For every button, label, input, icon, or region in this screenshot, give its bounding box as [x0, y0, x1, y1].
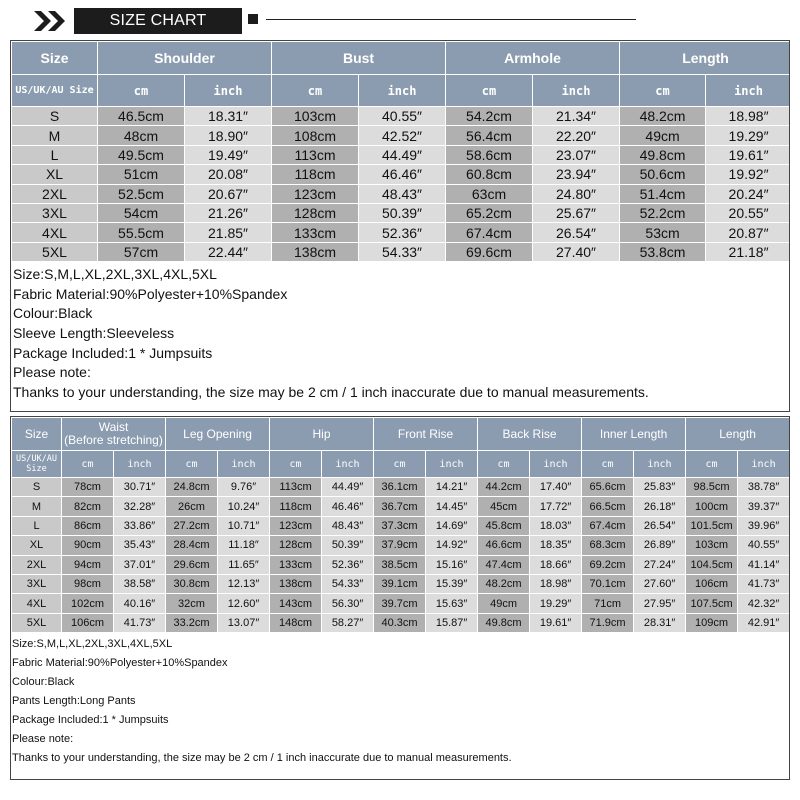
col-header-length: Length	[686, 418, 790, 451]
cm-value-cell: 51cm	[98, 165, 185, 184]
unit-cm: cm	[686, 451, 738, 478]
inch-value-cell: 17.72″	[530, 497, 582, 516]
cm-value-cell: 108cm	[272, 126, 359, 145]
col-header-waist	[62, 418, 166, 451]
table-row	[12, 184, 791, 203]
inch-value-cell: 46.46″	[359, 165, 446, 184]
cm-value-cell: 67.4cm	[446, 223, 533, 242]
unit-cm: cm	[98, 75, 185, 107]
unit-inch: inch	[114, 451, 166, 478]
col-header-size: Size	[12, 418, 62, 451]
bottom-size-rows	[12, 478, 790, 633]
inch-value-cell: 19.92″	[706, 165, 790, 184]
cm-value-cell: 53cm	[620, 223, 706, 242]
cm-value-cell: 56.4cm	[446, 126, 533, 145]
cm-value-cell: 30.8cm	[166, 574, 218, 593]
unit-inch: inch	[634, 451, 686, 478]
inch-value-cell: 54.33″	[322, 574, 374, 593]
inch-value-cell: 12.13″	[218, 574, 270, 593]
cm-value-cell: 52.2cm	[620, 203, 706, 222]
cm-value-cell: 78cm	[62, 478, 114, 497]
inch-value-cell: 9.76″	[218, 478, 270, 497]
unit-inch: inch	[426, 451, 478, 478]
size-cell: L	[12, 516, 62, 535]
inch-value-cell: 50.39″	[359, 203, 446, 222]
cm-value-cell: 47.4cm	[478, 555, 530, 574]
table-row	[12, 594, 790, 613]
inch-value-cell: 19.29″	[706, 126, 790, 145]
unit-cm: cm	[620, 75, 706, 107]
cm-value-cell: 52.5cm	[98, 184, 185, 203]
inch-value-cell: 21.26″	[185, 203, 272, 222]
cm-value-cell: 48.2cm	[478, 574, 530, 593]
cm-value-cell: 100cm	[686, 497, 738, 516]
cm-value-cell: 101.5cm	[686, 516, 738, 535]
unit-inch: inch	[185, 75, 272, 107]
cm-value-cell: 143cm	[270, 594, 322, 613]
cm-value-cell: 54cm	[98, 203, 185, 222]
cm-value-cell: 118cm	[272, 165, 359, 184]
waist-note: (Before stretching)	[64, 433, 163, 447]
top-unit-row	[12, 75, 791, 107]
cm-value-cell: 58.6cm	[446, 145, 533, 164]
cm-value-cell: 28.4cm	[166, 536, 218, 555]
unit-inch: inch	[218, 451, 270, 478]
cm-value-cell: 113cm	[270, 478, 322, 497]
info-line: Colour:Black	[12, 676, 75, 689]
inch-value-cell: 26.18″	[634, 497, 686, 516]
cm-value-cell: 39.1cm	[374, 574, 426, 593]
unit-cm: cm	[62, 451, 114, 478]
bottom-product-info	[11, 633, 789, 768]
inch-value-cell: 44.49″	[322, 478, 374, 497]
unit-cm: cm	[374, 451, 426, 478]
cm-value-cell: 138cm	[272, 242, 359, 261]
inch-value-cell: 14.92″	[426, 536, 478, 555]
cm-value-cell: 94cm	[62, 555, 114, 574]
cm-value-cell: 109cm	[686, 613, 738, 632]
table-row	[12, 126, 791, 145]
cm-value-cell: 98cm	[62, 574, 114, 593]
size-cell: XL	[12, 536, 62, 555]
inch-value-cell: 41.73″	[114, 613, 166, 632]
cm-value-cell: 69.6cm	[446, 242, 533, 261]
inch-value-cell: 18.90″	[185, 126, 272, 145]
inch-value-cell: 26.54″	[634, 516, 686, 535]
cm-value-cell: 71cm	[582, 594, 634, 613]
cm-value-cell: 107.5cm	[686, 594, 738, 613]
cm-value-cell: 50.6cm	[620, 165, 706, 184]
inch-value-cell: 41.73″	[738, 574, 790, 593]
inch-value-cell: 14.69″	[426, 516, 478, 535]
waist-label: Waist	[98, 420, 129, 434]
inch-value-cell: 15.16″	[426, 555, 478, 574]
table-row	[12, 223, 791, 242]
inch-value-cell: 25.67″	[533, 203, 620, 222]
cm-value-cell: 123cm	[272, 184, 359, 203]
info-line: Size:S,M,L,XL,2XL,3XL,4XL,5XL	[13, 266, 217, 283]
inch-value-cell: 25.83″	[634, 478, 686, 497]
header-square-decoration	[248, 14, 258, 24]
inch-value-cell: 48.43″	[322, 516, 374, 535]
info-line: Size:S,M,L,XL,2XL,3XL,4XL,5XL	[12, 638, 173, 651]
info-line: Pants Length:Long Pants	[12, 695, 136, 708]
cm-value-cell: 53.8cm	[620, 242, 706, 261]
table-row	[12, 574, 790, 593]
top-header-row	[12, 42, 791, 75]
inch-value-cell: 30.71″	[114, 478, 166, 497]
inch-value-cell: 54.33″	[359, 242, 446, 261]
inch-value-cell: 22.20″	[533, 126, 620, 145]
inch-value-cell: 13.07″	[218, 613, 270, 632]
info-line: Please note:	[13, 364, 91, 381]
col-header-back-rise: Back Rise	[478, 418, 582, 451]
inch-value-cell: 18.98″	[530, 574, 582, 593]
inch-value-cell: 20.24″	[706, 184, 790, 203]
unit-cm: cm	[166, 451, 218, 478]
cm-value-cell: 69.2cm	[582, 555, 634, 574]
cm-value-cell: 148cm	[270, 613, 322, 632]
bottom-size-panel	[10, 416, 790, 780]
top-size-rows	[12, 107, 791, 262]
unit-cm: cm	[478, 451, 530, 478]
info-line: Please note:	[12, 733, 74, 746]
col-header-shoulder: Shoulder	[98, 42, 272, 75]
inch-value-cell: 24.80″	[533, 184, 620, 203]
info-line: Fabric Material:90%Polyester+10%Spandex	[13, 285, 288, 302]
inch-value-cell: 18.31″	[185, 107, 272, 126]
cm-value-cell: 65.6cm	[582, 478, 634, 497]
inch-value-cell: 15.87″	[426, 613, 478, 632]
inch-value-cell: 20.87″	[706, 223, 790, 242]
table-row	[12, 165, 791, 184]
cm-value-cell: 44.2cm	[478, 478, 530, 497]
unit-cm: cm	[582, 451, 634, 478]
inch-value-cell: 39.96″	[738, 516, 790, 535]
cm-value-cell: 39.7cm	[374, 594, 426, 613]
cm-value-cell: 36.7cm	[374, 497, 426, 516]
cm-value-cell: 133cm	[272, 223, 359, 242]
top-size-panel	[10, 40, 790, 412]
bottom-header-row	[12, 418, 790, 451]
size-cell: M	[12, 497, 62, 516]
cm-value-cell: 49cm	[478, 594, 530, 613]
inch-value-cell: 33.86″	[114, 516, 166, 535]
unit-cm: cm	[270, 451, 322, 478]
cm-value-cell: 67.4cm	[582, 516, 634, 535]
cm-value-cell: 49.5cm	[98, 145, 185, 164]
unit-inch: inch	[738, 451, 790, 478]
inch-value-cell: 21.34″	[533, 107, 620, 126]
cm-value-cell: 98.5cm	[686, 478, 738, 497]
chevrons-right-icon	[34, 10, 74, 32]
cm-value-cell: 55.5cm	[98, 223, 185, 242]
size-cell: M	[12, 126, 98, 145]
cm-value-cell: 103cm	[686, 536, 738, 555]
size-cell: 2XL	[12, 555, 62, 574]
table-row	[12, 613, 790, 632]
cm-value-cell: 90cm	[62, 536, 114, 555]
cm-value-cell: 128cm	[272, 203, 359, 222]
size-region-label: US/UK/AU Size	[12, 451, 62, 478]
size-cell: 5XL	[12, 613, 62, 632]
inch-value-cell: 10.24″	[218, 497, 270, 516]
inch-value-cell: 46.46″	[322, 497, 374, 516]
size-cell: 3XL	[12, 574, 62, 593]
cm-value-cell: 133cm	[270, 555, 322, 574]
size-cell: 4XL	[12, 594, 62, 613]
cm-value-cell: 45.8cm	[478, 516, 530, 535]
size-cell: S	[12, 107, 98, 126]
table-row	[12, 203, 791, 222]
inch-value-cell: 40.16″	[114, 594, 166, 613]
inch-value-cell: 42.91″	[738, 613, 790, 632]
cm-value-cell: 46.6cm	[478, 536, 530, 555]
inch-value-cell: 35.43″	[114, 536, 166, 555]
cm-value-cell: 26cm	[166, 497, 218, 516]
info-line: Sleeve Length:Sleeveless	[13, 324, 175, 341]
size-region-label: US/UK/AU Size	[12, 75, 98, 107]
table-row	[12, 242, 791, 261]
top-size-table	[11, 41, 790, 262]
cm-value-cell: 49cm	[620, 126, 706, 145]
cm-value-cell: 104.5cm	[686, 555, 738, 574]
inch-value-cell: 14.45″	[426, 497, 478, 516]
cm-value-cell: 36.1cm	[374, 478, 426, 497]
cm-value-cell: 66.5cm	[582, 497, 634, 516]
inch-value-cell: 32.28″	[114, 497, 166, 516]
cm-value-cell: 33.2cm	[166, 613, 218, 632]
top-product-info	[11, 262, 789, 402]
cm-value-cell: 70.1cm	[582, 574, 634, 593]
cm-value-cell: 138cm	[270, 574, 322, 593]
col-header-hip: Hip	[270, 418, 374, 451]
table-row	[12, 516, 790, 535]
inch-value-cell: 52.36″	[359, 223, 446, 242]
table-row	[12, 107, 791, 126]
table-row	[12, 555, 790, 574]
inch-value-cell: 23.07″	[533, 145, 620, 164]
info-line: Thanks to your understanding, the size may be 2 cm / 1 inch inaccurate due to manual measurements.	[12, 752, 512, 765]
info-line: Package Included:1 * Jumpsuits	[13, 344, 213, 361]
inch-value-cell: 40.55″	[359, 107, 446, 126]
inch-value-cell: 26.54″	[533, 223, 620, 242]
cm-value-cell: 60.8cm	[446, 165, 533, 184]
unit-inch: inch	[530, 451, 582, 478]
cm-value-cell: 106cm	[62, 613, 114, 632]
table-row	[12, 478, 790, 497]
col-header-length: Length	[620, 42, 790, 75]
cm-value-cell: 29.6cm	[166, 555, 218, 574]
inch-value-cell: 27.40″	[533, 242, 620, 261]
table-row	[12, 145, 791, 164]
cm-value-cell: 49.8cm	[620, 145, 706, 164]
size-cell: XL	[12, 165, 98, 184]
info-line: Colour:Black	[13, 305, 93, 322]
cm-value-cell: 106cm	[686, 574, 738, 593]
inch-value-cell: 27.24″	[634, 555, 686, 574]
inch-value-cell: 15.63″	[426, 594, 478, 613]
unit-inch: inch	[359, 75, 446, 107]
cm-value-cell: 118cm	[270, 497, 322, 516]
cm-value-cell: 37.9cm	[374, 536, 426, 555]
cm-value-cell: 68.3cm	[582, 536, 634, 555]
cm-value-cell: 37.3cm	[374, 516, 426, 535]
inch-value-cell: 50.39″	[322, 536, 374, 555]
cm-value-cell: 45cm	[478, 497, 530, 516]
cm-value-cell: 46.5cm	[98, 107, 185, 126]
size-cell: L	[12, 145, 98, 164]
bottom-size-table	[11, 417, 790, 633]
col-header-size: Size	[12, 42, 98, 75]
inch-value-cell: 42.32″	[738, 594, 790, 613]
cm-value-cell: 103cm	[272, 107, 359, 126]
inch-value-cell: 11.18″	[218, 536, 270, 555]
info-line: Package Included:1 * Jumpsuits	[12, 714, 169, 727]
cm-value-cell: 82cm	[62, 497, 114, 516]
unit-inch: inch	[322, 451, 374, 478]
inch-value-cell: 18.35″	[530, 536, 582, 555]
inch-value-cell: 12.60″	[218, 594, 270, 613]
unit-cm: cm	[272, 75, 359, 107]
cm-value-cell: 51.4cm	[620, 184, 706, 203]
cm-value-cell: 63cm	[446, 184, 533, 203]
cm-value-cell: 32cm	[166, 594, 218, 613]
size-cell: S	[12, 478, 62, 497]
cm-value-cell: 65.2cm	[446, 203, 533, 222]
inch-value-cell: 40.55″	[738, 536, 790, 555]
inch-value-cell: 58.27″	[322, 613, 374, 632]
unit-cm: cm	[446, 75, 533, 107]
inch-value-cell: 11.65″	[218, 555, 270, 574]
col-header-bust: Bust	[272, 42, 446, 75]
cm-value-cell: 113cm	[272, 145, 359, 164]
inch-value-cell: 20.55″	[706, 203, 790, 222]
inch-value-cell: 26.89″	[634, 536, 686, 555]
cm-value-cell: 48.2cm	[620, 107, 706, 126]
inch-value-cell: 42.52″	[359, 126, 446, 145]
inch-value-cell: 18.03″	[530, 516, 582, 535]
unit-inch: inch	[533, 75, 620, 107]
size-chart-title: SIZE CHART	[74, 8, 242, 34]
cm-value-cell: 54.2cm	[446, 107, 533, 126]
inch-value-cell: 19.61″	[530, 613, 582, 632]
inch-value-cell: 44.49″	[359, 145, 446, 164]
inch-value-cell: 23.94″	[533, 165, 620, 184]
col-header-armhole: Armhole	[446, 42, 620, 75]
cm-value-cell: 123cm	[270, 516, 322, 535]
cm-value-cell: 71.9cm	[582, 613, 634, 632]
inch-value-cell: 20.67″	[185, 184, 272, 203]
unit-inch: inch	[706, 75, 790, 107]
inch-value-cell: 21.85″	[185, 223, 272, 242]
size-cell: 5XL	[12, 242, 98, 261]
cm-value-cell: 24.8cm	[166, 478, 218, 497]
inch-value-cell: 37.01″	[114, 555, 166, 574]
size-cell: 4XL	[12, 223, 98, 242]
col-header-front-rise: Front Rise	[374, 418, 478, 451]
col-header-leg-opening: Leg Opening	[166, 418, 270, 451]
inch-value-cell: 27.60″	[634, 574, 686, 593]
cm-value-cell: 86cm	[62, 516, 114, 535]
inch-value-cell: 14.21″	[426, 478, 478, 497]
info-line: Thanks to your understanding, the size may be 2 cm / 1 inch inaccurate due to manual measurements.	[13, 383, 649, 400]
inch-value-cell: 21.18″	[706, 242, 790, 261]
inch-value-cell: 39.37″	[738, 497, 790, 516]
size-cell: 3XL	[12, 203, 98, 222]
inch-value-cell: 48.43″	[359, 184, 446, 203]
inch-value-cell: 19.61″	[706, 145, 790, 164]
inch-value-cell: 38.58″	[114, 574, 166, 593]
size-cell: 2XL	[12, 184, 98, 203]
inch-value-cell: 19.49″	[185, 145, 272, 164]
inch-value-cell: 22.44″	[185, 242, 272, 261]
bottom-unit-row	[12, 451, 790, 478]
inch-value-cell: 18.66″	[530, 555, 582, 574]
inch-value-cell: 10.71″	[218, 516, 270, 535]
col-header-inner-length: Inner Length	[582, 418, 686, 451]
cm-value-cell: 38.5cm	[374, 555, 426, 574]
inch-value-cell: 20.08″	[185, 165, 272, 184]
inch-value-cell: 41.14″	[738, 555, 790, 574]
cm-value-cell: 40.3cm	[374, 613, 426, 632]
info-line: Fabric Material:90%Polyester+10%Spandex	[12, 657, 228, 670]
cm-value-cell: 27.2cm	[166, 516, 218, 535]
inch-value-cell: 38.78″	[738, 478, 790, 497]
cm-value-cell: 48cm	[98, 126, 185, 145]
inch-value-cell: 28.31″	[634, 613, 686, 632]
inch-value-cell: 18.98″	[706, 107, 790, 126]
table-row	[12, 536, 790, 555]
cm-value-cell: 102cm	[62, 594, 114, 613]
inch-value-cell: 52.36″	[322, 555, 374, 574]
inch-value-cell: 15.39″	[426, 574, 478, 593]
size-chart-header	[0, 0, 800, 40]
cm-value-cell: 49.8cm	[478, 613, 530, 632]
inch-value-cell: 17.40″	[530, 478, 582, 497]
cm-value-cell: 128cm	[270, 536, 322, 555]
cm-value-cell: 57cm	[98, 242, 185, 261]
inch-value-cell: 19.29″	[530, 594, 582, 613]
header-divider-line	[266, 19, 636, 20]
table-row	[12, 497, 790, 516]
inch-value-cell: 56.30″	[322, 594, 374, 613]
inch-value-cell: 27.95″	[634, 594, 686, 613]
